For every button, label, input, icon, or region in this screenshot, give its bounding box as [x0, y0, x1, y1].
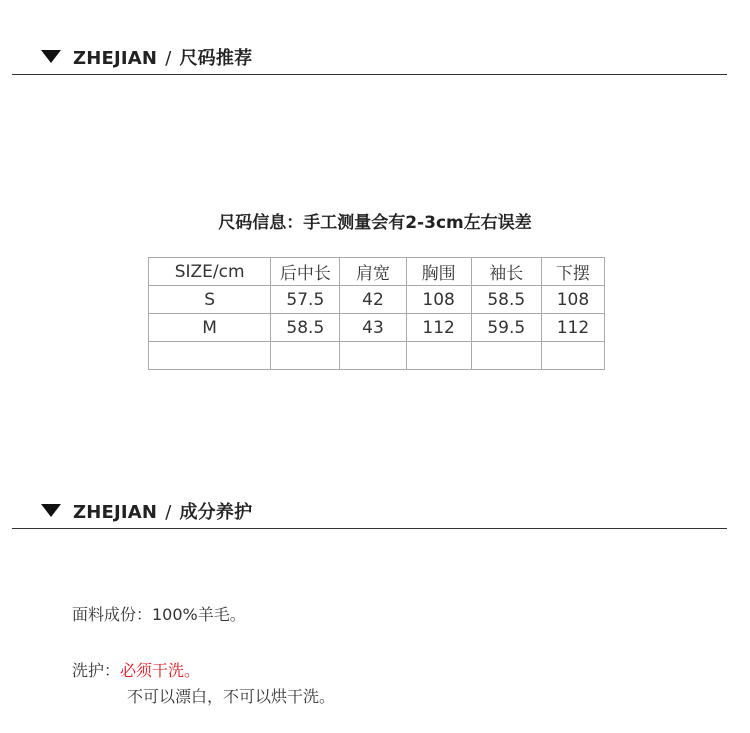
table-cell: M: [149, 314, 271, 342]
section-title: 成分养护: [179, 502, 253, 523]
brand-name: ZHEJIAN: [73, 48, 158, 69]
care-section-header: [12, 494, 727, 529]
triangle-down-icon: [41, 504, 61, 517]
table-cell: [149, 342, 271, 370]
wash-emphasis: 必须干洗。: [120, 661, 201, 680]
wash-label: 洗护：: [72, 661, 121, 680]
table-cell: 58.5: [471, 286, 541, 314]
header-cell-hem: 下摆: [541, 258, 604, 286]
care-section-title: [73, 498, 252, 524]
title-separator: /: [165, 502, 172, 523]
table-cell: [471, 342, 541, 370]
table-cell: 112: [406, 314, 471, 342]
fabric-composition: 面料成份：100%羊毛。: [72, 605, 246, 624]
triangle-down-icon: [41, 50, 61, 63]
header-cell-sleeve: 袖长: [471, 258, 541, 286]
table-row: [149, 314, 605, 342]
table-cell: 108: [541, 286, 604, 314]
table-cell: [271, 342, 340, 370]
table-header-row: [149, 258, 605, 286]
table-cell: 58.5: [271, 314, 340, 342]
header-cell-shoulder: 肩宽: [340, 258, 406, 286]
table-cell: [541, 342, 604, 370]
table-cell: 112: [541, 314, 604, 342]
table-cell: 57.5: [271, 286, 340, 314]
table-cell: 42: [340, 286, 406, 314]
table-cell: 43: [340, 314, 406, 342]
table-row: [149, 286, 605, 314]
header-cell-size: SIZE/cm: [149, 258, 271, 286]
size-info-note: 尺码信息：手工测量会有2-3cm左右误差: [218, 213, 532, 233]
table-cell: 59.5: [471, 314, 541, 342]
size-section-header: [12, 40, 727, 75]
header-cell-back-length: 后中长: [271, 258, 340, 286]
wash-note: 不可以漂白，不可以烘干洗。: [127, 687, 336, 706]
section-title: 尺码推荐: [179, 48, 253, 69]
title-separator: /: [165, 48, 172, 69]
table-cell: [406, 342, 471, 370]
brand-name: ZHEJIAN: [73, 502, 158, 523]
table-cell: 108: [406, 286, 471, 314]
table-cell: [340, 342, 406, 370]
table-row-empty: [149, 342, 605, 370]
size-table: [148, 257, 605, 370]
wash-instructions: [72, 658, 200, 681]
table-cell: S: [149, 286, 271, 314]
header-cell-chest: 胸围: [406, 258, 471, 286]
size-section-title: [73, 44, 252, 70]
